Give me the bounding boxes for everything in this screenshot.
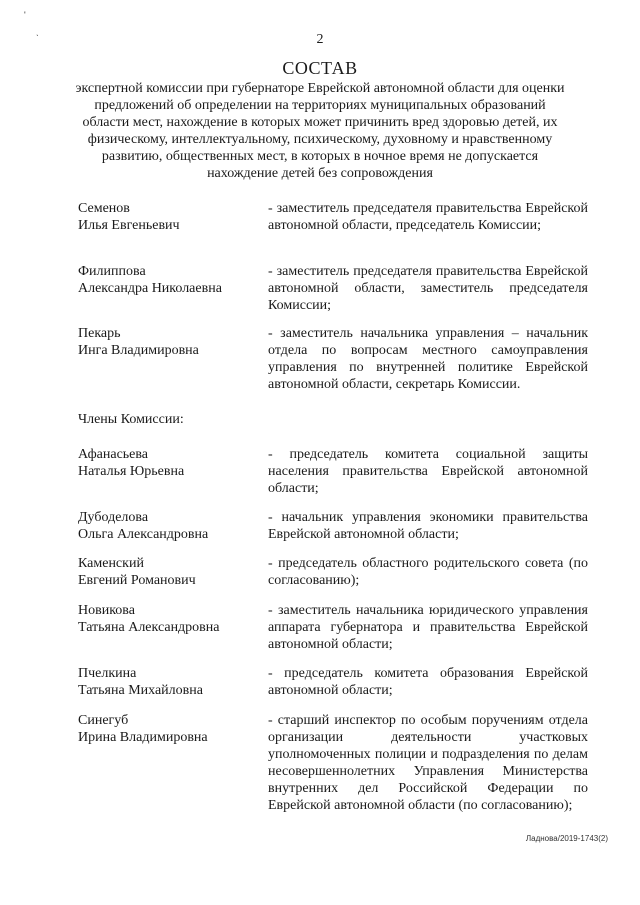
person-role: - начальник управления экономики правительства Еврейской автономной области; [268, 510, 588, 542]
person-role: - председатель комитета социальной защиты населения правительства Еврейской автономной области; [268, 447, 588, 496]
surname: Каменский [78, 556, 144, 571]
given-names: Татьяна Михайловна [78, 683, 203, 698]
person-name [78, 446, 258, 480]
given-names: Ирина Владимировна [78, 730, 208, 745]
person-role: - заместитель начальника юридического управления аппарата губернатора и правительства Еврейской автономной области; [268, 603, 588, 652]
members-heading: Члены Комиссии: [78, 412, 184, 427]
person-role: - председатель комитета образования Еврейской автономной области; [268, 666, 588, 698]
document-subtitle: экспертной комиссии при губернаторе Еврейской автономной области для оценки предложений об определении на территориях муниципальных образований области мест, нахождение в которых может причинить вред здоровью детей, их физическому, интеллектуальному, психическому, духовному и нравственному развитию, общественных мест, в которых в ночное время не допускается нахождение детей без сопровождения [75, 81, 565, 181]
surname: Синегуб [78, 713, 129, 728]
surname: Пекарь [78, 326, 121, 341]
person-role: - старший инспектор по особым поручениям отдела организации деятельности участковых уполномоченных полиции и подразделения по делам несовершеннолетних Управления Министерства внутренних дел Российской Федерации по Еврейской автономной области (по согласованию); [268, 713, 588, 813]
surname: Афанасьева [78, 447, 149, 462]
given-names: Инга Владимировна [78, 343, 199, 358]
surname: Филиппова [78, 264, 146, 279]
surname: Семенов [78, 201, 130, 216]
person-name [78, 602, 258, 636]
person-name [78, 200, 258, 234]
document-title: СОСТАВ [282, 58, 358, 78]
given-names: Илья Евгеньевич [78, 218, 180, 233]
document-reference-code: Ладнова/2019-1743(2) [525, 834, 608, 843]
given-names: Наталья Юрьевна [78, 464, 185, 479]
person-name [78, 712, 258, 746]
person-name [78, 263, 258, 297]
given-names: Татьяна Александровна [78, 620, 220, 635]
person-role: - председатель областного родительского совета (по согласованию); [268, 556, 588, 588]
surname: Дубоделова [78, 510, 149, 525]
surname: Новикова [78, 603, 135, 618]
given-names: Ольга Александровна [78, 527, 209, 542]
person-name [78, 555, 258, 589]
page-number: 2 [316, 32, 324, 47]
person-role: - заместитель председателя правительства Еврейской автономной области, председатель Комиссии; [268, 201, 588, 233]
person-name [78, 509, 258, 543]
person-role: - заместитель председателя правительства Еврейской автономной области, заместитель председателя Комиссии; [268, 264, 588, 313]
given-names: Александра Николаевна [78, 281, 222, 296]
given-names: Евгений Романович [78, 573, 196, 588]
surname: Пчелкина [78, 666, 137, 681]
person-name [78, 665, 258, 699]
scan-mark: ˎ [36, 26, 39, 36]
person-name [78, 325, 258, 359]
scan-mark: ' [24, 10, 26, 20]
person-role: - заместитель начальника управления – начальник отдела по вопросам местного самоуправления управления по внутренней политике Еврейской автономной области, секретарь Комиссии. [268, 326, 588, 392]
